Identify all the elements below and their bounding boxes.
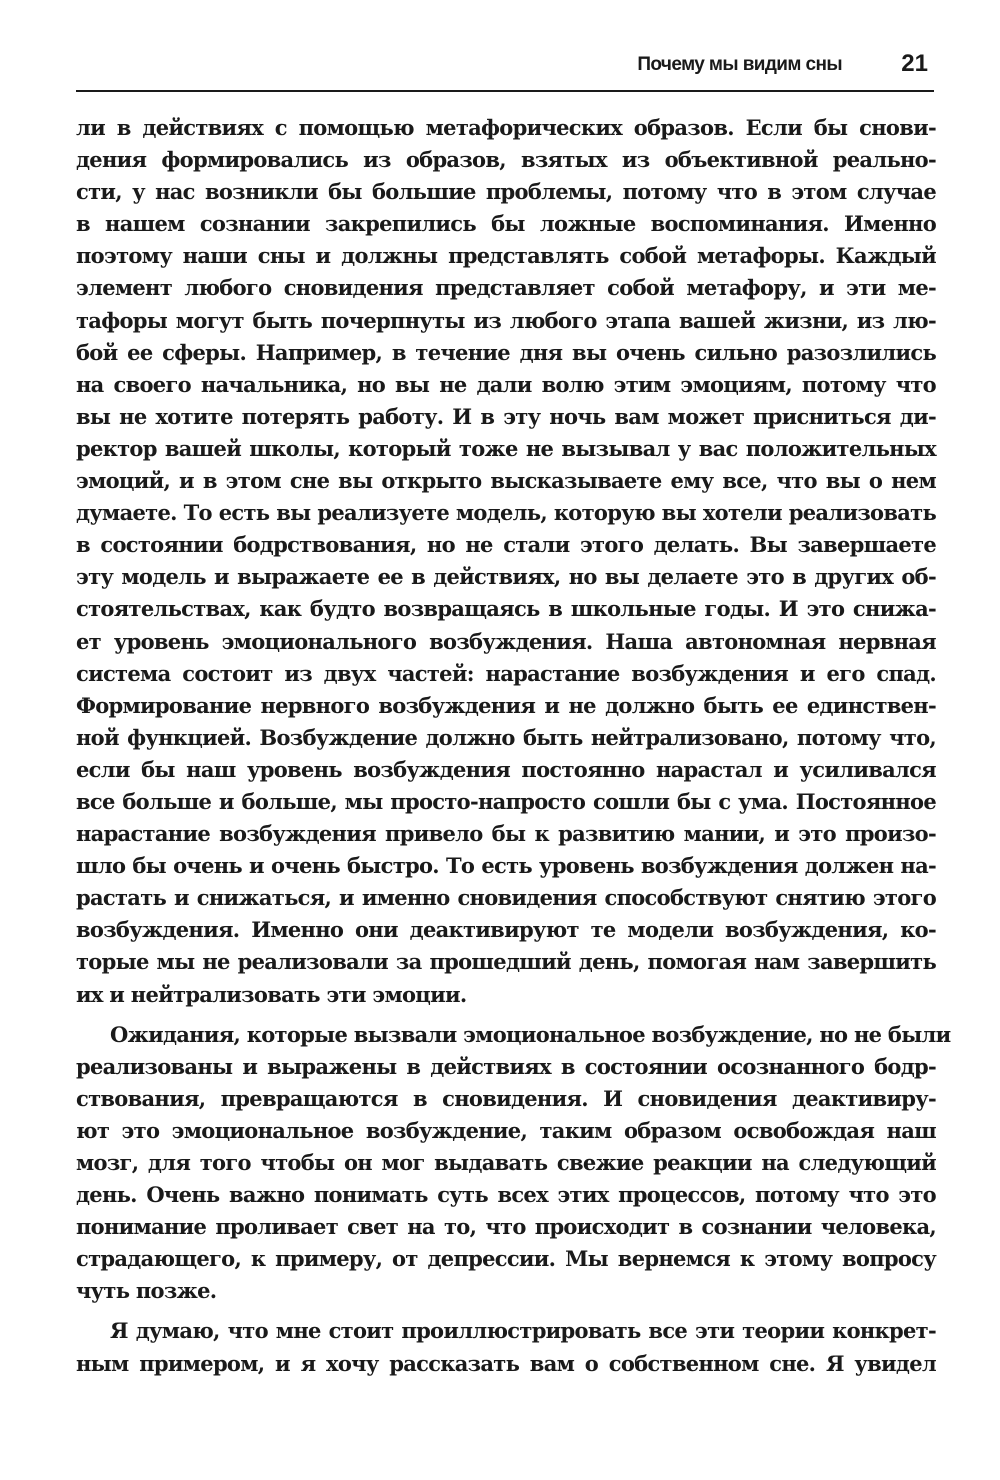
text-line: ют это эмоциональное возбуждение, таким образом освобождая наш xyxy=(76,1117,936,1143)
text-line: ли в действиях с помощью метафорических образов. Если бы снови- xyxy=(76,115,936,140)
text-line: в нашем сознании закрепились бы ложные воспоминания. Именно xyxy=(76,211,936,237)
text-line: элемент любого сновидения представляет собой метафору, и эти ме- xyxy=(76,275,936,301)
text-line: эмоций, и в этом сне вы открыто высказываете ему все, что вы о нем xyxy=(76,468,936,494)
text-line: ствования, превращаются в сновидения. И сновидения деактивиру- xyxy=(76,1085,936,1111)
text-line: на своего начальника, но вы не дали волю этим эмоциям, потому что xyxy=(76,371,936,397)
text-line: понимание проливает свет на то, что происходит в сознании человека, xyxy=(76,1214,936,1240)
text-line: торые мы не реализовали за прошедший день, помогая нам завершить xyxy=(76,949,936,975)
body-text xyxy=(76,112,951,1380)
page-number: 21 xyxy=(901,50,928,77)
running-header xyxy=(76,50,934,92)
text-line: сти, у нас возникли бы большие проблемы, потому что в этом случае xyxy=(76,179,936,205)
text-line: стоятельствах, как будто возвращаясь в школьные годы. И это снижа- xyxy=(76,596,936,622)
text-line: возбуждения. Именно они деактивируют те модели возбуждения, ко- xyxy=(76,917,936,943)
text-line: вы не хотите потерять работу. И в эту ночь вам может присниться ди- xyxy=(76,403,936,429)
text-line: Формирование нервного возбуждения и не должно быть ее единствен- xyxy=(76,692,936,718)
text-line: их и нейтрализовать эти эмоции. xyxy=(76,981,467,1007)
text-line: поэтому наши сны и должны представлять собой метафоры. Каждый xyxy=(76,243,936,269)
text-line: ной функцией. Возбуждение должно быть нейтрализовано, потому что, xyxy=(76,724,936,750)
text-line: бой ее сферы. Например, в течение дня вы очень сильно разозлились xyxy=(76,339,936,365)
text-line: шло бы очень и очень быстро. То есть уровень возбуждения должен на- xyxy=(76,853,936,879)
text-line: Ожидания, которые вызвали эмоциональное возбуждение, но не были xyxy=(110,1021,951,1047)
text-line: тафоры могут быть почерпнуты из любого этапа вашей жизни, из лю- xyxy=(76,307,936,333)
text-line: страдающего, к примеру, от депрессии. Мы вернемся к этому вопросу xyxy=(76,1246,936,1272)
text-line: дения формировались из образов, взятых из объективной реально- xyxy=(76,147,936,173)
text-line: эту модель и выражаете ее в действиях, но вы делаете это в других об- xyxy=(76,564,936,590)
text-line: Я думаю, что мне стоит проиллюстрировать все эти теории конкрет- xyxy=(110,1318,936,1344)
text-line: в состоянии бодрствования, но не стали этого делать. Вы завершаете xyxy=(76,532,936,558)
text-line: чуть позже. xyxy=(76,1278,217,1304)
text-line: мозг, для того чтобы он мог выдавать свежие реакции на следующий xyxy=(76,1150,936,1175)
text-line: если бы наш уровень возбуждения постоянно нарастал и усиливался xyxy=(76,756,936,782)
text-line: ректор вашей школы, который тоже не вызывал у вас положительных xyxy=(76,435,936,461)
text-line: думаете. То есть вы реализуете модель, которую вы хотели реализовать xyxy=(76,500,936,526)
text-line: день. Очень важно понимать суть всех этих процессов, потому что это xyxy=(76,1182,936,1208)
running-title: Почему мы видим сны xyxy=(637,54,842,75)
text-line: реализованы и выражены в действиях в состоянии осознанного бодр- xyxy=(76,1053,936,1079)
text-line: ет уровень эмоционального возбуждения. Наша автономная нервная xyxy=(76,628,936,654)
paragraph-gap xyxy=(76,1011,936,1019)
text-line: система состоит из двух частей: нарастание возбуждения и его спад. xyxy=(76,660,936,686)
paragraph-gap xyxy=(76,1307,936,1315)
text-line: все больше и больше, мы просто-напросто сошли бы с ума. Постоянное xyxy=(76,788,936,814)
text-line: нарастание возбуждения привело бы к развитию мании, и это произо- xyxy=(76,821,936,847)
text-line: ным примером, и я хочу рассказать вам о собственном сне. Я увидел xyxy=(76,1350,936,1376)
text-line: растать и снижаться, и именно сновидения способствуют снятию этого xyxy=(76,885,936,911)
